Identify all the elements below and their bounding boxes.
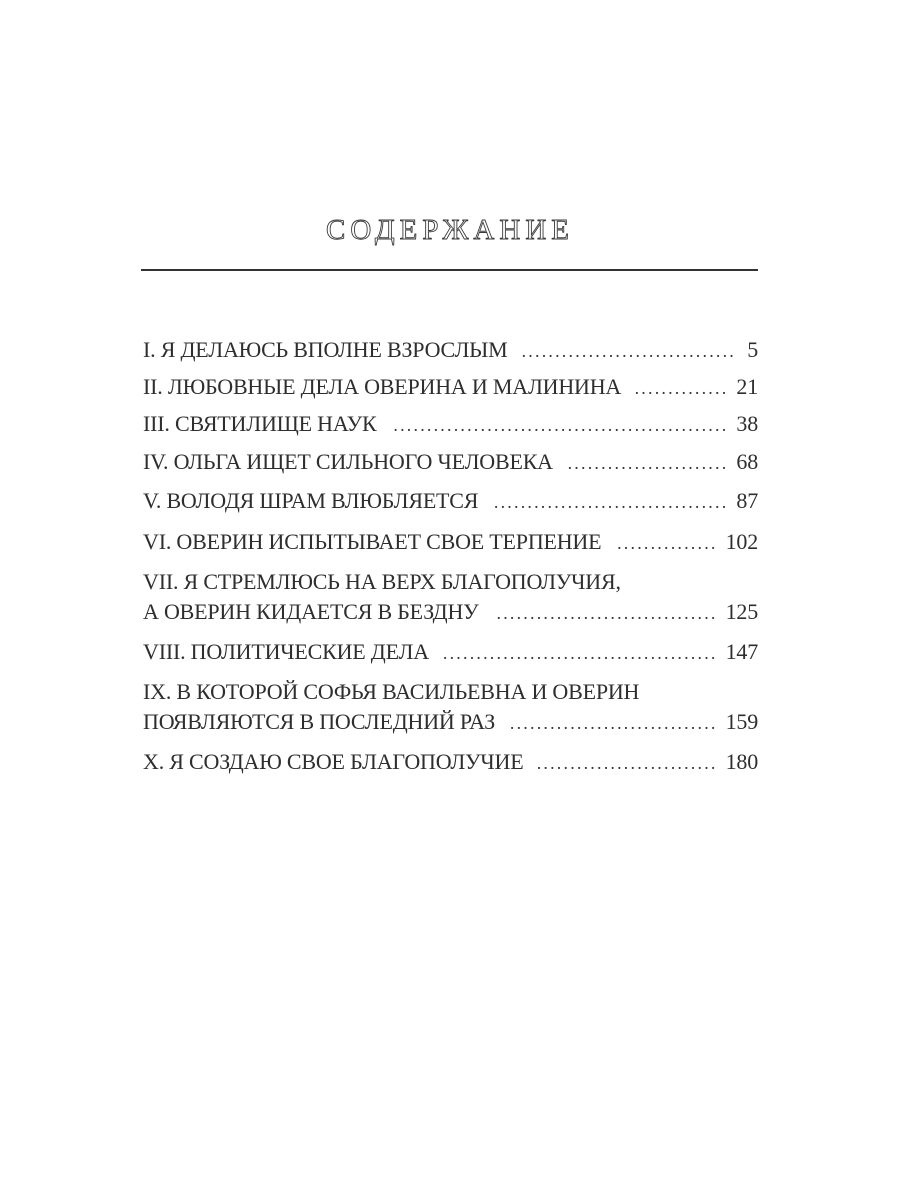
dot-leader <box>509 708 717 738</box>
page-number: 159 <box>725 709 758 734</box>
dot-leader <box>522 336 736 366</box>
page-number: 180 <box>725 749 758 774</box>
chapter-title: VIII. ПОЛИТИЧЕСКИЕ ДЕЛА <box>143 639 429 664</box>
chapter-title: VI. ОВЕРИН ИСПЫТЫВАЕТ СВОЕ ТЕРПЕНИЕ <box>143 529 602 554</box>
dot-leader <box>390 410 728 440</box>
page-number: 68 <box>736 449 758 474</box>
page-title: СОДЕРЖАНИЕ <box>326 214 574 246</box>
dot-leader <box>443 638 718 668</box>
dot-leader <box>635 373 728 403</box>
chapter-title: I. Я ДЕЛАЮСЬ ВПОЛНЕ ВЗРОСЛЫМ <box>143 337 508 362</box>
page-number: 87 <box>736 488 758 513</box>
toc-entry-7[interactable] <box>143 567 758 628</box>
chapter-title: III. СВЯТИЛИЩЕ НАУК <box>143 411 377 436</box>
toc-line <box>143 637 758 668</box>
dot-leader <box>492 487 728 517</box>
page-number: 102 <box>725 529 758 554</box>
chapter-title: II. ЛЮБОВНЫЕ ДЕЛА ОВЕРИНА И МАЛИНИНА <box>143 374 622 399</box>
toc-line <box>143 372 758 403</box>
chapter-title: X. Я СОЗДАЮ СВОЕ БЛАГОПОЛУЧИЕ <box>143 749 524 774</box>
chapter-title-line-2: ПОЯВЛЯЮТСЯ В ПОСЛЕДНИЙ РАЗ <box>143 709 496 734</box>
toc-line <box>143 597 758 628</box>
chapter-title-line-2: А ОВЕРИН КИДАЕТСЯ В БЕЗДНУ <box>143 599 479 624</box>
page-number: 38 <box>736 411 758 436</box>
toc-entry-4[interactable] <box>143 447 758 478</box>
toc-line <box>143 747 758 778</box>
dot-leader <box>567 448 729 478</box>
page-number: 147 <box>725 639 758 664</box>
page-number: 5 <box>747 337 758 362</box>
toc-entry-8[interactable] <box>143 637 758 668</box>
toc-line-first <box>143 567 758 597</box>
title-rule-divider <box>141 269 758 271</box>
toc-entry-1[interactable] <box>143 335 758 366</box>
toc-line <box>143 447 758 478</box>
chapter-title-line-1: IX. В КОТОРОЙ СОФЬЯ ВАСИЛЬЕВНА И ОВЕРИН <box>143 679 640 704</box>
toc-line <box>143 527 758 558</box>
chapter-title: V. ВОЛОДЯ ШРАМ ВЛЮБЛЯЕТСЯ <box>143 488 479 513</box>
toc-line <box>143 707 758 738</box>
page-number: 21 <box>736 374 758 399</box>
toc-line <box>143 335 758 366</box>
page-number: 125 <box>725 599 758 624</box>
dot-leader <box>537 748 717 778</box>
toc-line <box>143 409 758 440</box>
chapter-title: IV. ОЛЬГА ИЩЕТ СИЛЬНОГО ЧЕЛОВЕКА <box>143 449 553 474</box>
toc-entry-2[interactable] <box>143 372 758 403</box>
toc-line <box>143 486 758 517</box>
toc-entry-5[interactable] <box>143 486 758 517</box>
toc-entry-6[interactable] <box>143 527 758 558</box>
dot-leader <box>493 598 718 628</box>
dot-leader <box>615 528 717 558</box>
toc-entry-3[interactable] <box>143 409 758 440</box>
chapter-title-line-1: VII. Я СТРЕМЛЮСЬ НА ВЕРХ БЛАГОПОЛУЧИЯ, <box>143 569 621 594</box>
toc-entry-10[interactable] <box>143 747 758 778</box>
toc-entry-9[interactable] <box>143 677 758 738</box>
toc-line-first <box>143 677 758 707</box>
